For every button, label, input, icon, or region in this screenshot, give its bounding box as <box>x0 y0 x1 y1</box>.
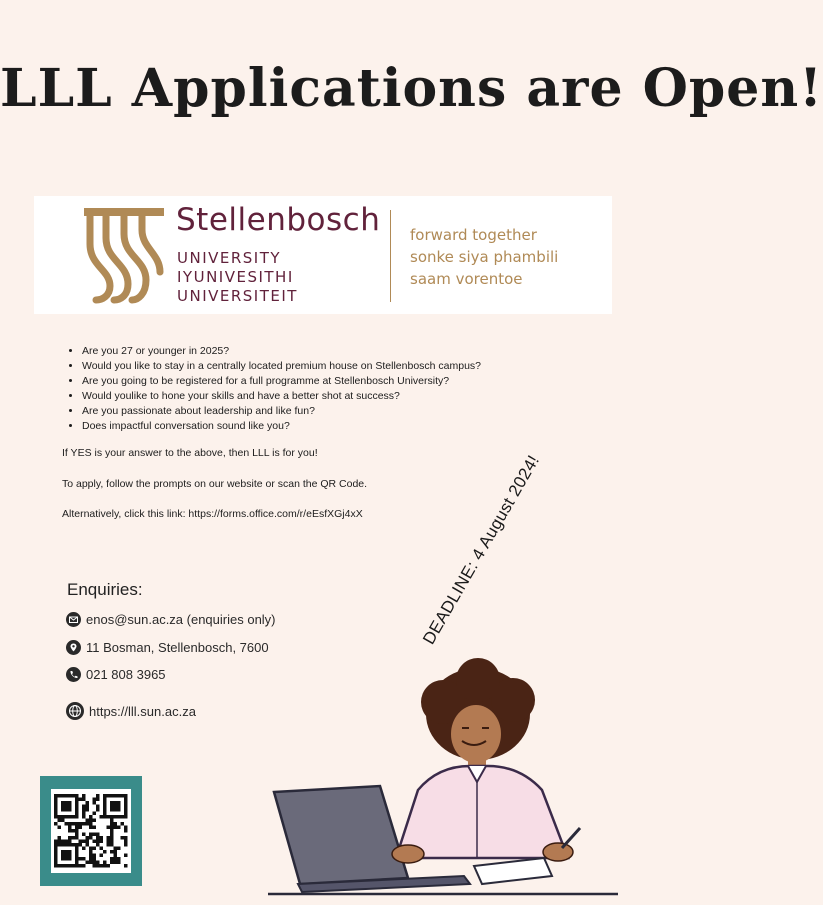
location-pin-icon <box>66 640 81 655</box>
banner-divider <box>390 210 391 302</box>
contact-website[interactable] <box>66 702 196 720</box>
question-item: • Does impactful conversation sound like you? <box>82 419 562 434</box>
tagline-line-3: saam vorentoe <box>410 270 523 288</box>
deadline-text: DEADLINE: 4 August 2024! <box>419 451 544 648</box>
apply-paragraph: To apply, follow the prompts on our website or scan the QR Code. <box>62 478 368 490</box>
question-item: • Are you passionate about leadership and like fun? <box>82 404 562 419</box>
university-line-english: UNIVERSITY <box>177 249 282 267</box>
contact-address-text: 11 Bosman, Stellenbosch, 7600 <box>86 640 269 655</box>
university-tagline <box>410 224 558 290</box>
university-line-afrikaans: UNIVERSITEIT <box>177 287 298 305</box>
contact-address <box>66 640 269 655</box>
page-title: LLL Applications are Open! <box>0 58 823 119</box>
contact-phone-text[interactable]: 021 808 3965 <box>86 667 166 682</box>
university-logo-mark <box>84 204 164 304</box>
application-link[interactable]: Alternatively, click this link: https://forms.office.com/r/eEsfXGj4xX <box>62 508 363 520</box>
university-logo-banner <box>34 196 612 314</box>
tagline-line-2: sonke siya phambili <box>410 248 559 266</box>
envelope-icon <box>66 612 81 627</box>
contact-phone[interactable] <box>66 667 166 682</box>
yes-paragraph: If YES is your answer to the above, then LLL is for you! <box>62 447 318 459</box>
student-laptop-illustration <box>268 662 618 905</box>
contact-email-text[interactable]: enos@sun.ac.za (enquiries only) <box>86 612 276 627</box>
phone-icon <box>66 667 81 682</box>
enquiries-heading: Enquiries: <box>67 580 143 599</box>
question-item: • Would youlike to hone your skills and have a better shot at success? <box>82 389 562 404</box>
question-item: • Are you going to be registered for a full programme at Stellenbosch University? <box>82 374 562 389</box>
university-name: Stellenbosch <box>176 202 381 238</box>
contact-website-text[interactable]: https://lll.sun.ac.za <box>89 703 196 719</box>
qr-code-frame <box>40 776 142 886</box>
contact-email[interactable] <box>66 612 276 627</box>
qr-code-background <box>51 789 131 873</box>
question-item: • Would you like to stay in a centrally located premium house on Stellenbosch campus? <box>82 359 562 374</box>
university-subtitle <box>177 249 298 306</box>
qr-code[interactable] <box>51 789 131 873</box>
globe-icon <box>66 702 84 720</box>
question-item: • Are you 27 or younger in 2025? <box>82 344 562 359</box>
eligibility-questions <box>64 344 562 434</box>
tagline-line-1: forward together <box>410 226 537 244</box>
university-line-xhosa: IYUNIVESITHI <box>177 268 294 286</box>
